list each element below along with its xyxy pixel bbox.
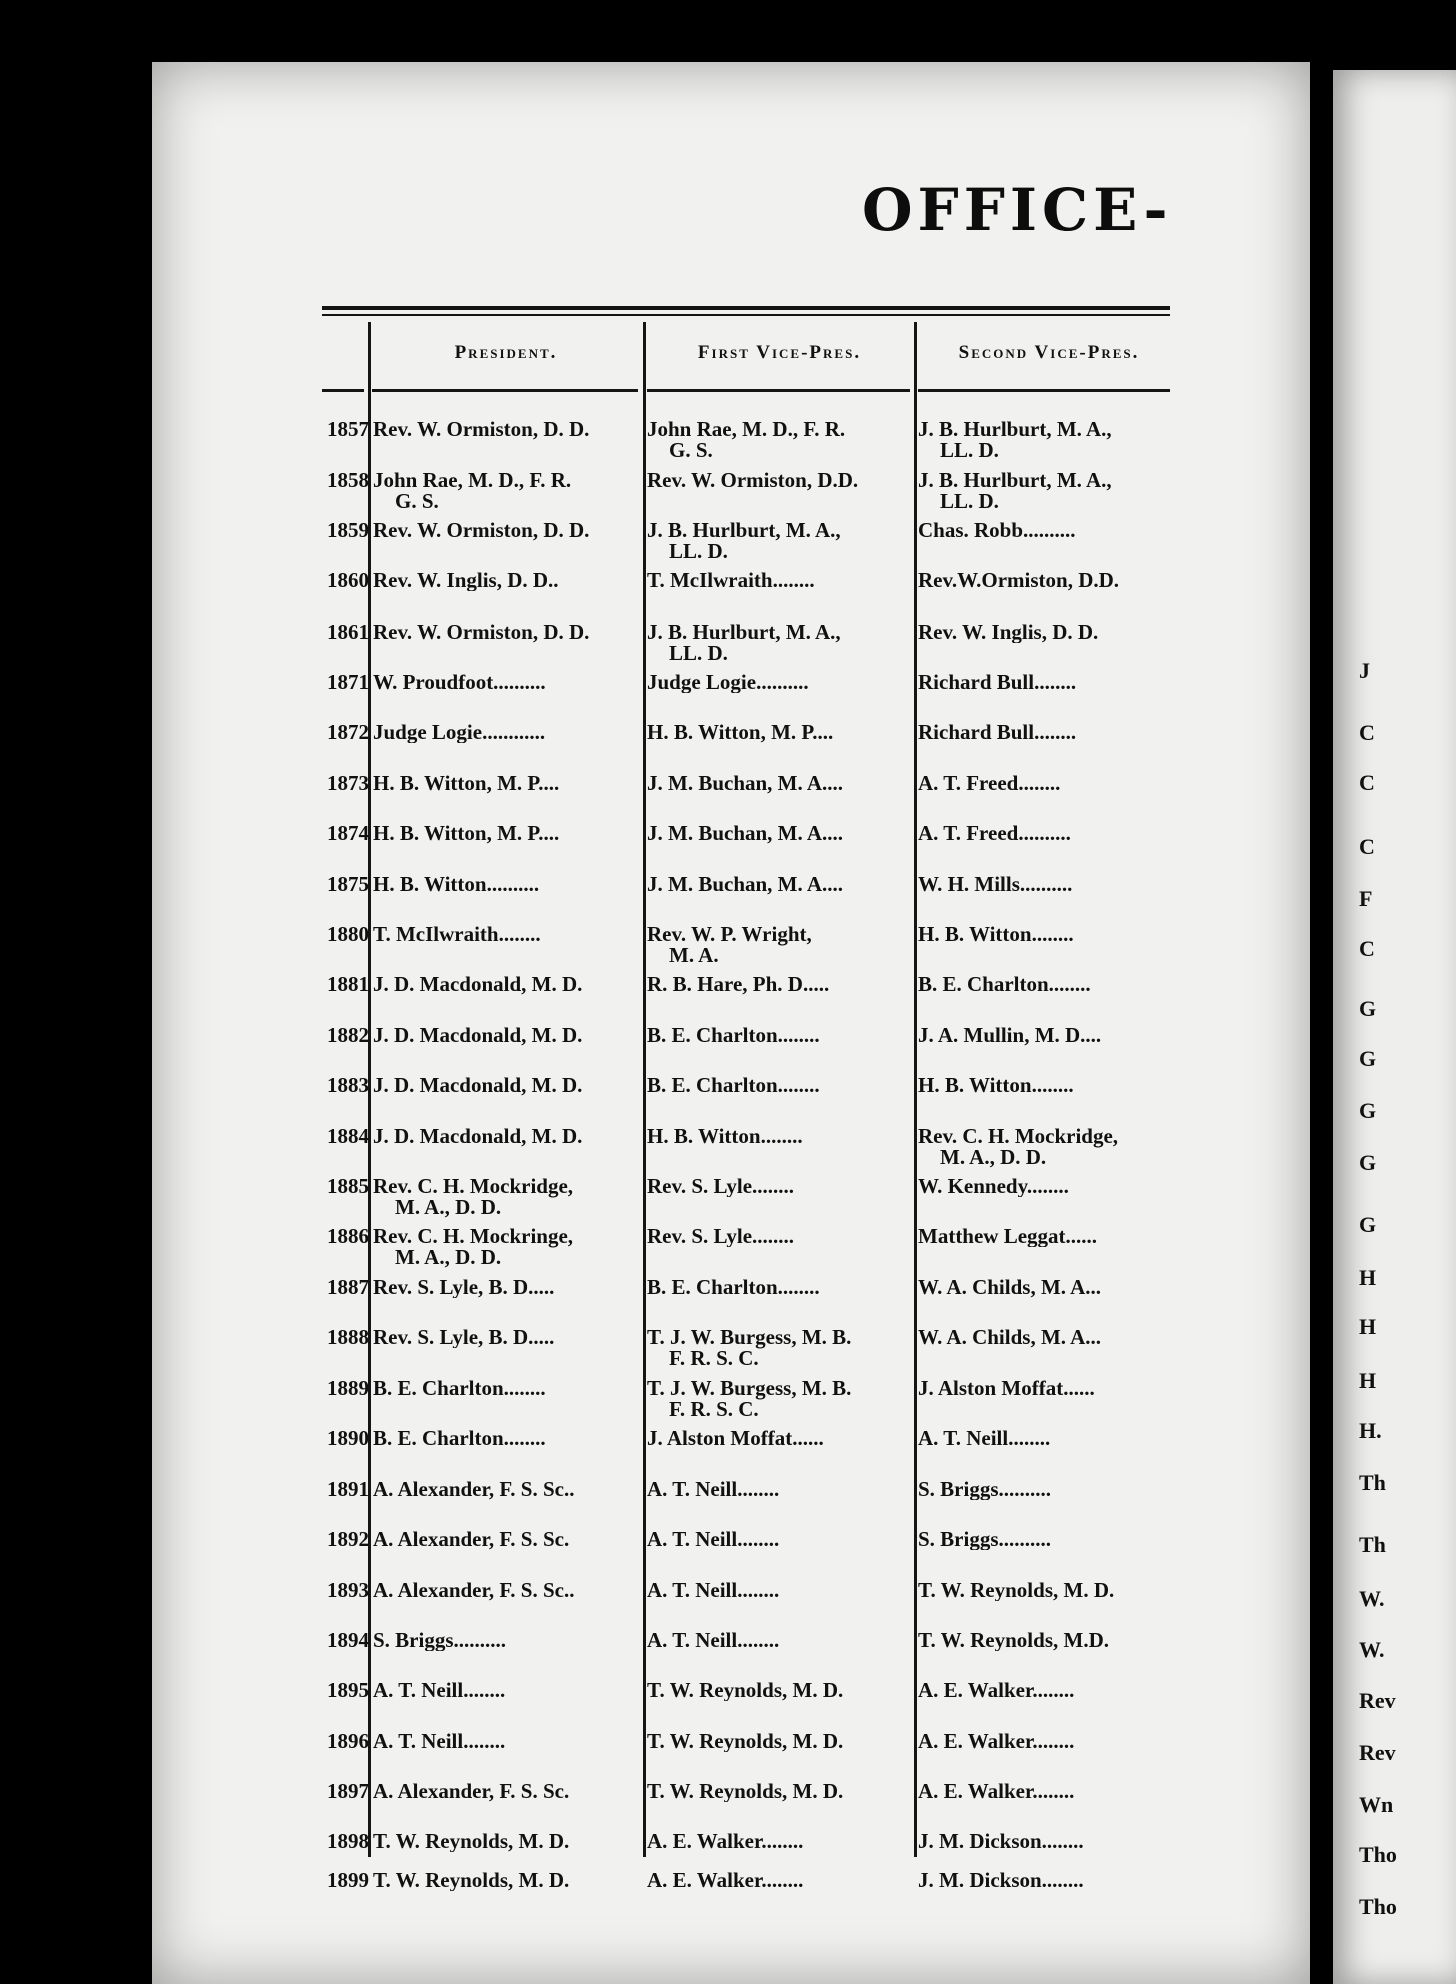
president-cell-line: A. Alexander, F. S. Sc.. bbox=[373, 1479, 575, 1500]
second-vice-cell-line: Richard Bull........ bbox=[918, 672, 1077, 693]
second-vice-cell bbox=[918, 1479, 1190, 1500]
president-cell-line: J. D. Macdonald, M. D. bbox=[373, 1126, 583, 1147]
adjacent-page-fragment: C bbox=[1359, 770, 1375, 795]
second-vice-cell-line: LL. D. bbox=[940, 489, 999, 512]
first-vice-cell bbox=[647, 1075, 915, 1096]
second-vice-cell bbox=[918, 1327, 1190, 1348]
first-vice-cell-line: M. A. bbox=[669, 943, 719, 966]
header-underline-second-vice bbox=[918, 389, 1170, 392]
first-vice-cell-line: B. E. Charlton........ bbox=[647, 1075, 820, 1096]
first-vice-cell bbox=[647, 1176, 915, 1197]
president-cell-line: A. T. Neill........ bbox=[373, 1731, 506, 1752]
second-vice-cell-line: S. Briggs.......... bbox=[918, 1479, 1052, 1500]
adjacent-page-fragment: H bbox=[1359, 1265, 1377, 1290]
first-vice-cell-line: H. B. Witton, M. P.... bbox=[647, 722, 834, 743]
president-cell bbox=[373, 874, 645, 895]
second-vice-cell bbox=[918, 974, 1190, 995]
president-cell-line: A. T. Neill........ bbox=[373, 1680, 506, 1701]
president-cell-line: S. Briggs.......... bbox=[373, 1630, 507, 1651]
year-cell: 1892 bbox=[327, 1527, 369, 1551]
president-cell-line: Rev. S. Lyle, B. D..... bbox=[373, 1327, 555, 1348]
year-cell: 1857 bbox=[327, 417, 369, 441]
president-cell-line: J. D. Macdonald, M. D. bbox=[373, 974, 583, 995]
second-vice-cell-line: LL. D. bbox=[940, 438, 999, 461]
second-vice-cell bbox=[918, 570, 1190, 591]
president-cell-line: Rev. C. H. Mockridge, bbox=[373, 1176, 574, 1198]
year-cell: 1885 bbox=[327, 1174, 369, 1198]
president-cell bbox=[373, 1378, 645, 1399]
first-vice-cell bbox=[647, 1025, 915, 1046]
president-cell bbox=[373, 1176, 645, 1218]
adjacent-page-fragment: H bbox=[1359, 1314, 1377, 1339]
year-cell: 1895 bbox=[327, 1678, 369, 1702]
first-vice-cell-line: Rev. S. Lyle........ bbox=[647, 1176, 795, 1197]
first-vice-cell bbox=[647, 1126, 915, 1147]
president-cell-line: A. Alexander, F. S. Sc.. bbox=[373, 1580, 575, 1601]
president-cell bbox=[373, 1327, 645, 1348]
president-cell-line: B. E. Charlton........ bbox=[373, 1428, 546, 1449]
first-vice-cell-line: J. M. Buchan, M. A.... bbox=[647, 874, 844, 895]
first-vice-cell-line: G. S. bbox=[669, 438, 713, 461]
second-vice-cell bbox=[918, 1226, 1190, 1247]
president-cell bbox=[373, 1630, 645, 1651]
first-vice-cell bbox=[647, 874, 915, 895]
first-vice-cell bbox=[647, 1479, 915, 1500]
first-vice-cell-line: F. R. S. C. bbox=[669, 1346, 759, 1369]
year-cell: 1880 bbox=[327, 922, 369, 946]
first-vice-cell-line: R. B. Hare, Ph. D..... bbox=[647, 974, 830, 995]
president-cell-line: Rev. S. Lyle, B. D..... bbox=[373, 1277, 555, 1298]
year-cell: 1859 bbox=[327, 518, 369, 542]
year-cell: 1871 bbox=[327, 670, 369, 694]
president-cell-line: H. B. Witton.......... bbox=[373, 874, 540, 895]
president-cell bbox=[373, 1731, 645, 1752]
president-cell-line: T. W. Reynolds, M. D. bbox=[373, 1870, 570, 1891]
second-vice-cell-line: M. A., D. D. bbox=[940, 1145, 1047, 1168]
president-cell bbox=[373, 1580, 645, 1601]
year-cell: 1898 bbox=[327, 1829, 369, 1853]
first-vice-cell bbox=[647, 1378, 915, 1420]
adjacent-page-fragment: W. bbox=[1359, 1586, 1385, 1611]
second-vice-cell-line: W. A. Childs, M. A... bbox=[918, 1327, 1102, 1348]
president-cell-line: G. S. bbox=[395, 489, 439, 512]
first-vice-cell-line: J. M. Buchan, M. A.... bbox=[647, 823, 844, 844]
first-vice-cell-line: T. W. Reynolds, M. D. bbox=[647, 1731, 844, 1752]
first-vice-cell bbox=[647, 924, 915, 966]
second-vice-cell-line: J. A. Mullin, M. D.... bbox=[918, 1025, 1102, 1046]
adjacent-page-fragment: J bbox=[1359, 658, 1370, 683]
second-vice-cell bbox=[918, 622, 1190, 643]
president-cell bbox=[373, 722, 645, 743]
adjacent-page-fragment: Tho bbox=[1359, 1894, 1397, 1919]
second-vice-cell bbox=[918, 1781, 1190, 1802]
president-cell-line: John Rae, M. D., F. R. bbox=[373, 470, 572, 492]
second-vice-cell bbox=[918, 419, 1190, 461]
year-cell: 1894 bbox=[327, 1628, 369, 1652]
second-vice-cell-line: Rev.W.Ormiston, D.D. bbox=[918, 570, 1120, 591]
second-vice-cell-line: A. T. Neill........ bbox=[918, 1428, 1051, 1449]
president-cell-line: J. D. Macdonald, M. D. bbox=[373, 1075, 583, 1096]
year-cell: 1858 bbox=[327, 468, 369, 492]
first-vice-cell bbox=[647, 823, 915, 844]
second-vice-cell-line: W. A. Childs, M. A... bbox=[918, 1277, 1102, 1298]
second-vice-cell bbox=[918, 1870, 1190, 1891]
second-vice-cell-line: Matthew Leggat...... bbox=[918, 1226, 1098, 1247]
first-vice-cell bbox=[647, 1731, 915, 1752]
second-vice-cell-line: J. M. Dickson........ bbox=[918, 1831, 1084, 1852]
president-cell bbox=[373, 570, 645, 591]
adjacent-page-fragment: C bbox=[1359, 936, 1375, 961]
second-vice-cell-line: Rev. C. H. Mockridge, bbox=[918, 1126, 1119, 1148]
second-vice-cell-line: B. E. Charlton........ bbox=[918, 974, 1091, 995]
first-vice-cell-line: T. W. Reynolds, M. D. bbox=[647, 1781, 844, 1802]
adjacent-page-fragment: G bbox=[1359, 1046, 1377, 1071]
president-cell-line: A. Alexander, F. S. Sc. bbox=[373, 1781, 570, 1802]
year-cell: 1893 bbox=[327, 1578, 369, 1602]
president-cell-line: Rev. W. Ormiston, D. D. bbox=[373, 622, 590, 643]
first-vice-cell-line: LL. D. bbox=[669, 641, 728, 664]
adjacent-page-fragment: G bbox=[1359, 996, 1377, 1021]
first-vice-cell bbox=[647, 1277, 915, 1298]
year-cell: 1896 bbox=[327, 1729, 369, 1753]
adjacent-page bbox=[1333, 70, 1456, 1984]
first-vice-cell-line: T. McIlwraith........ bbox=[647, 570, 815, 591]
president-cell-line: H. B. Witton, M. P.... bbox=[373, 773, 560, 794]
adjacent-page-fragment: Tho bbox=[1359, 1842, 1397, 1867]
first-vice-cell bbox=[647, 1781, 915, 1802]
page-title: OFFICE- bbox=[862, 176, 1173, 244]
president-cell bbox=[373, 773, 645, 794]
first-vice-cell-line: J. B. Hurlburt, M. A., bbox=[647, 520, 841, 542]
president-cell bbox=[373, 1277, 645, 1298]
president-cell bbox=[373, 470, 645, 512]
header-underline-first-vice bbox=[647, 389, 910, 392]
president-cell bbox=[373, 823, 645, 844]
president-cell bbox=[373, 1428, 645, 1449]
adjacent-page-fragment: Th bbox=[1359, 1532, 1386, 1557]
president-cell-line: B. E. Charlton........ bbox=[373, 1378, 546, 1399]
second-vice-cell-line: S. Briggs.......... bbox=[918, 1529, 1052, 1550]
president-cell-line: J. D. Macdonald, M. D. bbox=[373, 1025, 583, 1046]
header-rule-top bbox=[322, 306, 1170, 310]
first-vice-cell-line: B. E. Charlton........ bbox=[647, 1025, 820, 1046]
second-vice-cell-line: J. B. Hurlburt, M. A., bbox=[918, 470, 1112, 492]
column-header-first-vice: First Vice-Pres. bbox=[697, 342, 862, 363]
second-vice-cell-line: H. B. Witton........ bbox=[918, 924, 1074, 945]
year-cell: 1886 bbox=[327, 1224, 369, 1248]
second-vice-cell-line: J. Alston Moffat...... bbox=[918, 1378, 1095, 1399]
president-cell-line: Rev. C. H. Mockringe, bbox=[373, 1226, 574, 1248]
first-vice-cell-line: T. J. W. Burgess, M. B. bbox=[647, 1327, 852, 1349]
first-vice-cell-line: Rev. W. P. Wright, bbox=[647, 924, 812, 946]
second-vice-cell bbox=[918, 1731, 1190, 1752]
president-cell bbox=[373, 1870, 645, 1891]
second-vice-cell-line: J. B. Hurlburt, M. A., bbox=[918, 419, 1112, 441]
president-cell bbox=[373, 1781, 645, 1802]
adjacent-page-fragment: F bbox=[1359, 886, 1373, 911]
year-cell: 1890 bbox=[327, 1426, 369, 1450]
second-vice-cell bbox=[918, 672, 1190, 693]
second-vice-cell bbox=[918, 722, 1190, 743]
second-vice-cell-line: A. E. Walker........ bbox=[918, 1680, 1075, 1701]
first-vice-cell-line: A. T. Neill........ bbox=[647, 1580, 780, 1601]
year-cell: 1875 bbox=[327, 872, 369, 896]
second-vice-cell bbox=[918, 874, 1190, 895]
first-vice-cell-line: LL. D. bbox=[669, 539, 728, 562]
second-vice-cell-line: Chas. Robb.......... bbox=[918, 520, 1076, 541]
first-vice-cell-line: F. R. S. C. bbox=[669, 1397, 759, 1420]
second-vice-cell bbox=[918, 823, 1190, 844]
year-cell: 1889 bbox=[327, 1376, 369, 1400]
president-cell bbox=[373, 1529, 645, 1550]
adjacent-page-fragment: C bbox=[1359, 834, 1375, 859]
adjacent-page-fragment: G bbox=[1359, 1150, 1377, 1175]
second-vice-cell-line: A. E. Walker........ bbox=[918, 1731, 1075, 1752]
adjacent-page-fragment: H bbox=[1359, 1368, 1377, 1393]
president-cell bbox=[373, 1126, 645, 1147]
first-vice-cell-line: T. J. W. Burgess, M. B. bbox=[647, 1378, 852, 1400]
president-cell bbox=[373, 1075, 645, 1096]
second-vice-cell-line: H. B. Witton........ bbox=[918, 1075, 1074, 1096]
president-cell bbox=[373, 520, 645, 541]
first-vice-cell-line: J. Alston Moffat...... bbox=[647, 1428, 824, 1449]
president-cell-line: Rev. W. Ormiston, D. D. bbox=[373, 520, 590, 541]
second-vice-cell-line: A. E. Walker........ bbox=[918, 1781, 1075, 1802]
second-vice-cell-line: Richard Bull........ bbox=[918, 722, 1077, 743]
second-vice-cell-line: T. W. Reynolds, M. D. bbox=[918, 1580, 1115, 1601]
column-header-president: President. bbox=[454, 342, 558, 363]
year-cell: 1891 bbox=[327, 1477, 369, 1501]
second-vice-cell-line: W. H. Mills.......... bbox=[918, 874, 1073, 895]
first-vice-cell-line: A. T. Neill........ bbox=[647, 1479, 780, 1500]
adjacent-page-fragment: G bbox=[1359, 1098, 1377, 1123]
header-underline-president bbox=[372, 389, 638, 392]
second-vice-cell-line: A. T. Freed........ bbox=[918, 773, 1061, 794]
first-vice-cell-line: A. E. Walker........ bbox=[647, 1870, 804, 1891]
president-cell-line: A. Alexander, F. S. Sc. bbox=[373, 1529, 570, 1550]
president-cell-line: T. W. Reynolds, M. D. bbox=[373, 1831, 570, 1852]
president-cell-line: M. A., D. D. bbox=[395, 1245, 502, 1268]
first-vice-cell bbox=[647, 1580, 915, 1601]
president-cell bbox=[373, 622, 645, 643]
adjacent-page-fragment: C bbox=[1359, 720, 1375, 745]
second-vice-cell bbox=[918, 1277, 1190, 1298]
second-vice-cell bbox=[918, 1630, 1190, 1651]
first-vice-cell bbox=[647, 1870, 915, 1891]
second-vice-cell-line: J. M. Dickson........ bbox=[918, 1870, 1084, 1891]
year-cell: 1897 bbox=[327, 1779, 369, 1803]
first-vice-cell bbox=[647, 974, 915, 995]
year-cell: 1887 bbox=[327, 1275, 369, 1299]
first-vice-cell bbox=[647, 470, 915, 491]
first-vice-cell bbox=[647, 722, 915, 743]
second-vice-cell bbox=[918, 1680, 1190, 1701]
year-cell: 1888 bbox=[327, 1325, 369, 1349]
year-cell: 1873 bbox=[327, 771, 369, 795]
year-cell: 1883 bbox=[327, 1073, 369, 1097]
second-vice-cell-line: T. W. Reynolds, M.D. bbox=[918, 1630, 1109, 1651]
first-vice-cell-line: A. T. Neill........ bbox=[647, 1630, 780, 1651]
first-vice-cell bbox=[647, 1529, 915, 1550]
president-cell bbox=[373, 1680, 645, 1701]
second-vice-cell bbox=[918, 1075, 1190, 1096]
column-header-second-vice: Second Vice-Pres. bbox=[958, 342, 1140, 363]
president-cell-line: H. B. Witton, M. P.... bbox=[373, 823, 560, 844]
first-vice-cell-line: B. E. Charlton........ bbox=[647, 1277, 820, 1298]
president-cell-line: Judge Logie............ bbox=[373, 722, 546, 743]
president-cell bbox=[373, 419, 645, 440]
year-cell: 1874 bbox=[327, 821, 369, 845]
second-vice-cell-line: W. Kennedy........ bbox=[918, 1176, 1069, 1197]
first-vice-cell bbox=[647, 672, 915, 693]
first-vice-cell bbox=[647, 1630, 915, 1651]
first-vice-cell-line: A. T. Neill........ bbox=[647, 1529, 780, 1550]
first-vice-cell-line: Judge Logie.......... bbox=[647, 672, 809, 693]
president-cell bbox=[373, 1479, 645, 1500]
first-vice-cell bbox=[647, 1428, 915, 1449]
adjacent-page-fragment: W. bbox=[1359, 1637, 1385, 1662]
first-vice-cell-line: H. B. Witton........ bbox=[647, 1126, 803, 1147]
first-vice-cell bbox=[647, 1327, 915, 1369]
second-vice-cell bbox=[918, 1176, 1190, 1197]
adjacent-page-fragment: Rev bbox=[1359, 1740, 1396, 1765]
year-cell: 1872 bbox=[327, 720, 369, 744]
president-cell-line: T. McIlwraith........ bbox=[373, 924, 541, 945]
president-cell bbox=[373, 924, 645, 945]
first-vice-cell bbox=[647, 1680, 915, 1701]
president-cell-line: W. Proudfoot.......... bbox=[373, 672, 546, 693]
second-vice-cell bbox=[918, 470, 1190, 512]
first-vice-cell-line: A. E. Walker........ bbox=[647, 1831, 804, 1852]
adjacent-page-fragment: H. bbox=[1359, 1418, 1382, 1443]
first-vice-cell bbox=[647, 520, 915, 562]
president-cell-line: M. A., D. D. bbox=[395, 1195, 502, 1218]
president-cell bbox=[373, 1831, 645, 1852]
first-vice-cell-line: T. W. Reynolds, M. D. bbox=[647, 1680, 844, 1701]
adjacent-page-fragment: G bbox=[1359, 1212, 1377, 1237]
second-vice-cell bbox=[918, 773, 1190, 794]
president-cell bbox=[373, 1226, 645, 1268]
year-cell: 1860 bbox=[327, 568, 369, 592]
first-vice-cell bbox=[647, 1226, 915, 1247]
first-vice-cell bbox=[647, 570, 915, 591]
president-cell-line: Rev. W. Inglis, D. D.. bbox=[373, 570, 559, 591]
year-cell: 1884 bbox=[327, 1124, 369, 1148]
adjacent-page-fragment: Rev bbox=[1359, 1688, 1396, 1713]
second-vice-cell bbox=[918, 924, 1190, 945]
header-rule-second bbox=[322, 314, 1170, 316]
first-vice-cell bbox=[647, 419, 915, 461]
first-vice-cell-line: J. M. Buchan, M. A.... bbox=[647, 773, 844, 794]
year-cell: 1899 bbox=[327, 1868, 369, 1892]
first-vice-cell bbox=[647, 622, 915, 664]
second-vice-cell bbox=[918, 1428, 1190, 1449]
first-vice-cell-line: J. B. Hurlburt, M. A., bbox=[647, 622, 841, 644]
president-cell bbox=[373, 974, 645, 995]
second-vice-cell bbox=[918, 1126, 1190, 1168]
first-vice-cell-line: John Rae, M. D., F. R. bbox=[647, 419, 846, 441]
president-cell bbox=[373, 1025, 645, 1046]
second-vice-cell bbox=[918, 1025, 1190, 1046]
second-vice-cell bbox=[918, 1580, 1190, 1601]
adjacent-page-fragment: Th bbox=[1359, 1470, 1386, 1495]
second-vice-cell bbox=[918, 1378, 1190, 1399]
header-underline-year bbox=[322, 389, 364, 392]
second-vice-cell bbox=[918, 1831, 1190, 1852]
second-vice-cell bbox=[918, 1529, 1190, 1550]
first-vice-cell-line: Rev. S. Lyle........ bbox=[647, 1226, 795, 1247]
year-cell: 1881 bbox=[327, 972, 369, 996]
second-vice-cell bbox=[918, 520, 1190, 541]
adjacent-page-fragment: Wn bbox=[1359, 1792, 1394, 1817]
second-vice-cell-line: Rev. W. Inglis, D. D. bbox=[918, 622, 1099, 643]
first-vice-cell bbox=[647, 773, 915, 794]
year-cell: 1861 bbox=[327, 620, 369, 644]
first-vice-cell bbox=[647, 1831, 915, 1852]
president-cell-line: Rev. W. Ormiston, D. D. bbox=[373, 419, 590, 440]
second-vice-cell-line: A. T. Freed.......... bbox=[918, 823, 1071, 844]
first-vice-cell-line: Rev. W. Ormiston, D.D. bbox=[647, 470, 859, 491]
year-cell: 1882 bbox=[327, 1023, 369, 1047]
president-cell bbox=[373, 672, 645, 693]
